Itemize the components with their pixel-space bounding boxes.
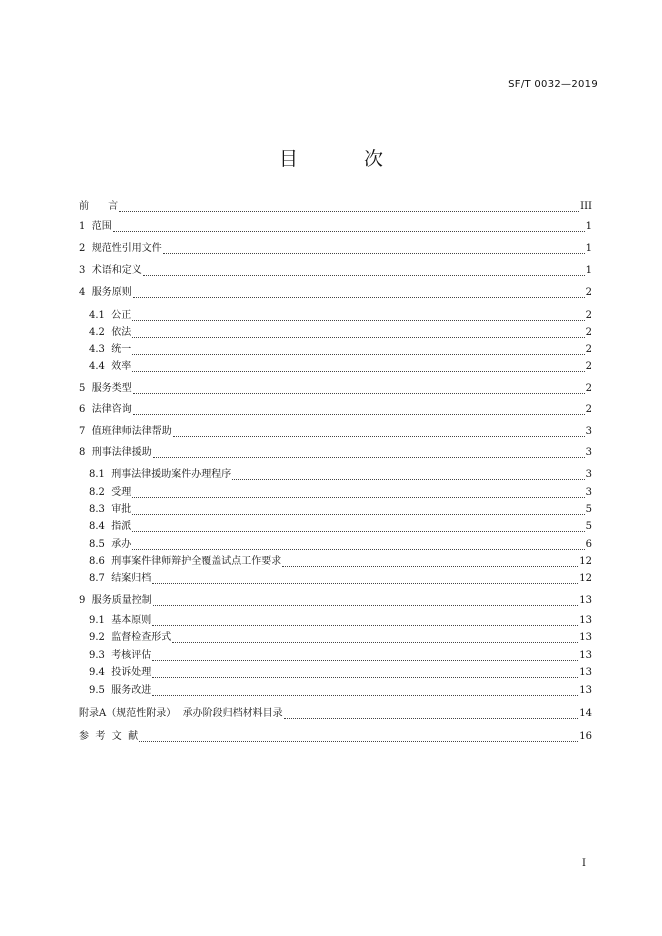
toc-entry-number: 1 bbox=[79, 221, 92, 232]
toc-entry-page: 5 bbox=[585, 504, 592, 515]
toc-entry-label: 基本原则 bbox=[111, 615, 152, 626]
toc-entry-page: 13 bbox=[579, 685, 592, 696]
toc-entry-label: 值班律师法律帮助 bbox=[91, 426, 172, 437]
toc-entry-number: 8.3 bbox=[89, 504, 112, 515]
toc-entry-label: 服务类型 bbox=[91, 383, 132, 394]
toc-leader-dots bbox=[133, 414, 585, 415]
toc-entry-page: 2 bbox=[585, 344, 592, 355]
toc-entry-page: 2 bbox=[585, 404, 592, 415]
toc-entry-number: 8.2 bbox=[89, 487, 112, 498]
toc-entry-label: 范围 bbox=[91, 221, 112, 232]
toc-entry-number: 2 bbox=[79, 243, 92, 254]
toc-entry-page: 16 bbox=[579, 731, 592, 742]
toc-leader-dots bbox=[282, 566, 578, 567]
toc-leader-dots bbox=[143, 275, 585, 276]
document-code: SF/T 0032—2019 bbox=[508, 79, 598, 90]
toc-entry-number: 4.4 bbox=[89, 361, 112, 372]
toc-entry-label: 投诉处理 bbox=[111, 667, 152, 678]
toc-leader-dots bbox=[232, 479, 584, 480]
toc-entry[interactable] bbox=[79, 592, 592, 610]
toc-entry[interactable] bbox=[89, 612, 592, 630]
toc-entry[interactable] bbox=[89, 647, 592, 665]
toc-entry[interactable] bbox=[89, 307, 592, 325]
toc-leader-dots bbox=[139, 741, 578, 742]
toc-entry-number: 9.1 bbox=[89, 615, 112, 626]
toc-entry[interactable] bbox=[89, 466, 592, 484]
toc-entry-page: 13 bbox=[579, 650, 592, 661]
page-folio: I bbox=[582, 858, 586, 869]
toc-entry[interactable] bbox=[79, 728, 592, 746]
toc-leader-dots bbox=[152, 695, 578, 696]
toc-entry-number: 8 bbox=[79, 447, 92, 458]
toc-entry[interactable] bbox=[79, 423, 592, 441]
toc-entry-label: 刑事法律援助 bbox=[91, 447, 152, 458]
page-title: 目 次 bbox=[278, 148, 414, 170]
toc-entry[interactable] bbox=[79, 218, 592, 236]
toc-entry[interactable] bbox=[79, 262, 592, 280]
toc-entry[interactable] bbox=[79, 401, 592, 419]
toc-leader-dots bbox=[173, 436, 585, 437]
toc-entry-label: 承办 bbox=[111, 539, 132, 550]
toc-entry-page: 1 bbox=[585, 265, 592, 276]
toc-entry[interactable] bbox=[89, 518, 592, 536]
toc-entry-label: 规范性引用文件 bbox=[91, 243, 162, 254]
toc-entry-number: 8.1 bbox=[89, 469, 112, 480]
toc-entry[interactable] bbox=[89, 341, 592, 359]
toc-entry-page: III bbox=[580, 201, 592, 212]
toc-entry-page: 2 bbox=[585, 310, 592, 321]
toc-entry-label: 附录A（规范性附录） 承办阶段归档材料目录 bbox=[79, 708, 283, 719]
toc-entry[interactable] bbox=[79, 705, 592, 723]
toc-entry-number: 9.2 bbox=[89, 632, 112, 643]
toc-entry-label: 统一 bbox=[111, 344, 132, 355]
toc-leader-dots bbox=[152, 625, 578, 626]
toc-entry-label: 公正 bbox=[111, 310, 132, 321]
toc-entry-number: 8.6 bbox=[89, 556, 112, 567]
toc-entry-label: 审批 bbox=[111, 504, 132, 515]
toc-entry-page: 2 bbox=[585, 327, 592, 338]
toc-entry[interactable] bbox=[79, 198, 592, 216]
toc-entry-label: 参 考 文 献 bbox=[79, 731, 139, 742]
toc-entry-label: 效率 bbox=[111, 361, 132, 372]
toc-entry-label: 监督检查形式 bbox=[111, 632, 172, 643]
toc-entry-label: 术语和定义 bbox=[91, 265, 142, 276]
toc-entry-page: 3 bbox=[585, 487, 592, 498]
toc-entry-label: 法律咨询 bbox=[91, 404, 132, 415]
toc-leader-dots bbox=[119, 211, 579, 212]
toc-entry[interactable] bbox=[89, 629, 592, 647]
toc-leader-dots bbox=[163, 253, 585, 254]
toc-entry[interactable] bbox=[89, 553, 592, 571]
toc-entry-label: 考核评估 bbox=[111, 650, 152, 661]
toc-entry-label: 刑事案件律师辩护全覆盖试点工作要求 bbox=[111, 556, 282, 567]
toc-entry[interactable] bbox=[79, 444, 592, 462]
toc-leader-dots bbox=[132, 497, 584, 498]
toc-entry-page: 2 bbox=[585, 383, 592, 394]
toc-entry-page: 3 bbox=[585, 469, 592, 480]
toc-entry-page: 2 bbox=[585, 287, 592, 298]
toc-leader-dots bbox=[153, 457, 585, 458]
toc-entry-label: 依法 bbox=[111, 327, 132, 338]
toc-entry-number: 6 bbox=[79, 404, 92, 415]
toc-entry-page: 12 bbox=[579, 573, 592, 584]
toc-entry[interactable] bbox=[89, 682, 592, 700]
toc-entry-number: 9.5 bbox=[89, 685, 112, 696]
toc-leader-dots bbox=[132, 354, 584, 355]
toc-entry-number: 4 bbox=[79, 287, 92, 298]
toc-entry-label: 结案归档 bbox=[111, 573, 152, 584]
toc-entry-label: 服务质量控制 bbox=[91, 595, 152, 606]
toc-entry-page: 13 bbox=[579, 615, 592, 626]
toc-entry-page: 1 bbox=[585, 221, 592, 232]
toc-entry[interactable] bbox=[89, 536, 592, 554]
toc-leader-dots bbox=[152, 660, 578, 661]
toc-entry-number: 8.4 bbox=[89, 521, 112, 532]
toc-entry-page: 13 bbox=[579, 667, 592, 678]
toc-entry-label: 前 言 bbox=[79, 201, 119, 212]
toc-entry-number: 8.5 bbox=[89, 539, 112, 550]
toc-leader-dots bbox=[284, 718, 579, 719]
toc-entry[interactable] bbox=[89, 484, 592, 502]
toc-leader-dots bbox=[133, 393, 585, 394]
toc-leader-dots bbox=[132, 371, 584, 372]
toc-entry[interactable] bbox=[79, 284, 592, 302]
toc-leader-dots bbox=[132, 514, 584, 515]
toc-entry[interactable] bbox=[89, 358, 592, 376]
toc-leader-dots bbox=[113, 231, 585, 232]
toc-leader-dots bbox=[132, 549, 584, 550]
toc-entry-page: 3 bbox=[585, 447, 592, 458]
toc-entry-number: 4.3 bbox=[89, 344, 112, 355]
toc-leader-dots bbox=[153, 605, 579, 606]
toc-entry[interactable] bbox=[79, 240, 592, 258]
toc-leader-dots bbox=[172, 642, 578, 643]
toc-leader-dots bbox=[152, 677, 578, 678]
toc-entry[interactable] bbox=[89, 501, 592, 519]
toc-leader-dots bbox=[132, 531, 584, 532]
toc-entry[interactable] bbox=[79, 380, 592, 398]
toc-entry[interactable] bbox=[89, 570, 592, 588]
toc-leader-dots bbox=[132, 337, 584, 338]
toc-entry-label: 服务改进 bbox=[111, 685, 152, 696]
toc-entry-label: 服务原则 bbox=[91, 287, 132, 298]
toc-entry-number: 9.4 bbox=[89, 667, 112, 678]
toc-entry-label: 受理 bbox=[111, 487, 132, 498]
toc-entry-page: 1 bbox=[585, 243, 592, 254]
toc-entry-page: 13 bbox=[579, 595, 592, 606]
toc-leader-dots bbox=[132, 320, 584, 321]
toc-entry-page: 12 bbox=[579, 556, 592, 567]
toc-entry-label: 指派 bbox=[111, 521, 132, 532]
toc-entry[interactable] bbox=[89, 664, 592, 682]
toc-entry-number: 4.1 bbox=[89, 310, 112, 321]
toc-leader-dots bbox=[133, 297, 585, 298]
toc-entry-page: 6 bbox=[585, 539, 592, 550]
toc-entry-page: 3 bbox=[585, 426, 592, 437]
toc-entry-page: 5 bbox=[585, 521, 592, 532]
toc-entry-number: 9.3 bbox=[89, 650, 112, 661]
toc-entry-number: 8.7 bbox=[89, 573, 112, 584]
toc-entry-number: 4.2 bbox=[89, 327, 112, 338]
toc-entry-number: 9 bbox=[79, 595, 92, 606]
toc-leader-dots bbox=[152, 583, 578, 584]
toc-entry-page: 2 bbox=[585, 361, 592, 372]
toc-entry-number: 7 bbox=[79, 426, 92, 437]
toc-entry-number: 5 bbox=[79, 383, 92, 394]
toc-entry-page: 14 bbox=[579, 708, 592, 719]
toc-entry-number: 3 bbox=[79, 265, 92, 276]
toc-entry-page: 13 bbox=[579, 632, 592, 643]
toc-entry[interactable] bbox=[89, 324, 592, 342]
toc-entry-label: 刑事法律援助案件办理程序 bbox=[111, 469, 232, 480]
